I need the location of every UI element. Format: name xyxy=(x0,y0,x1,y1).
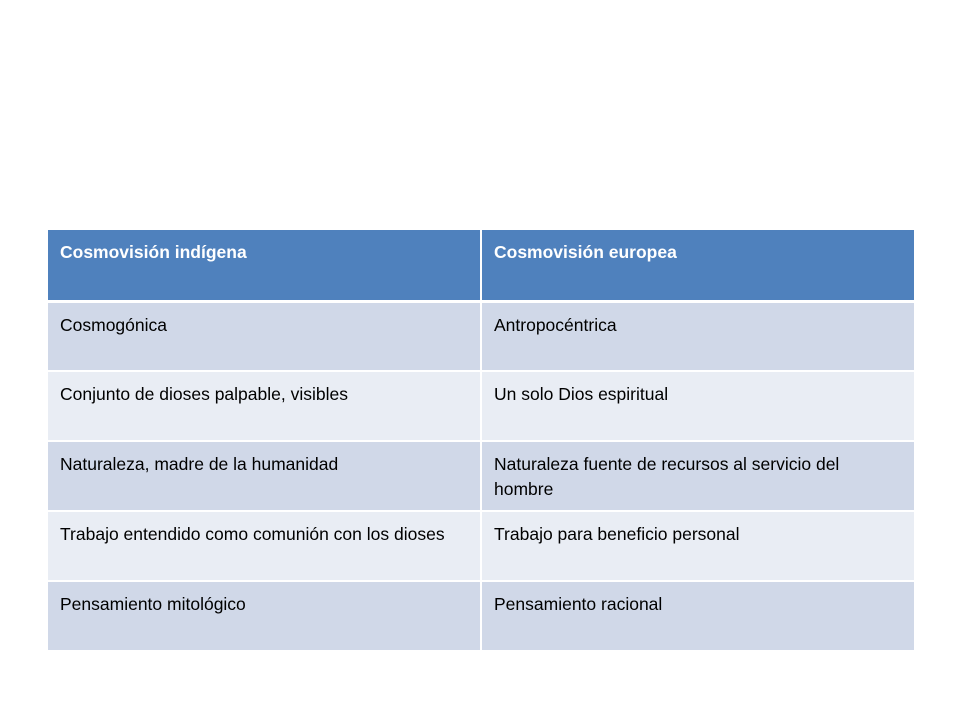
table-row xyxy=(48,511,914,581)
cell-indigenous: Conjunto de dioses palpable, visibles xyxy=(48,371,481,441)
cell-european: Antropocéntrica xyxy=(481,301,914,371)
header-indigenous-worldview: Cosmovisión indígena xyxy=(48,230,481,301)
table-row xyxy=(48,441,914,511)
comparison-table xyxy=(48,230,914,652)
cell-european: Un solo Dios espiritual xyxy=(481,371,914,441)
table-header-row xyxy=(48,230,914,301)
cell-european: Pensamiento racional xyxy=(481,581,914,651)
table-row xyxy=(48,371,914,441)
cell-indigenous: Trabajo entendido como comunión con los dioses xyxy=(48,511,481,581)
table-row xyxy=(48,301,914,371)
cell-indigenous: Pensamiento mitológico xyxy=(48,581,481,651)
cell-indigenous: Naturaleza, madre de la humanidad xyxy=(48,441,481,511)
comparison-table-container xyxy=(48,230,914,652)
table-row xyxy=(48,581,914,651)
cell-european: Trabajo para beneficio personal xyxy=(481,511,914,581)
header-european-worldview: Cosmovisión europea xyxy=(481,230,914,301)
cell-european: Naturaleza fuente de recursos al servicio del hombre xyxy=(481,441,914,511)
cell-indigenous: Cosmogónica xyxy=(48,301,481,371)
